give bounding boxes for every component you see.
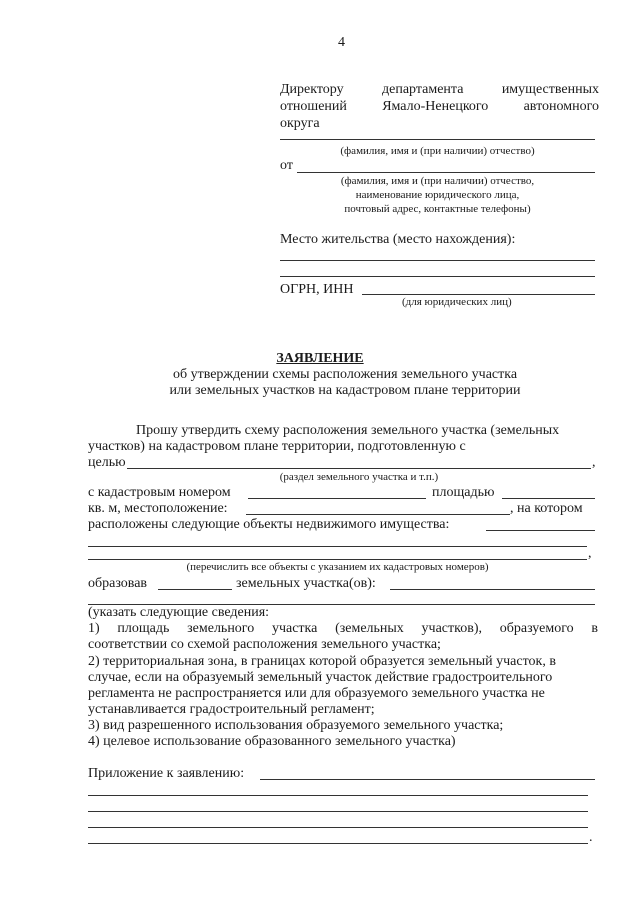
title-subtitle-2: или земельных участков на кадастровом плане территории — [169, 383, 521, 398]
residence-label: Место жительства (место нахождения): — [280, 232, 516, 247]
attachment-field-line-1[interactable] — [260, 779, 595, 780]
attachment-label: Приложение к заявлению: — [88, 766, 245, 781]
info-intro: (указать следующие сведения: — [88, 605, 270, 620]
fio-hint: (фамилия, имя и (при наличии) отчество) — [340, 145, 535, 157]
objects-field-line-1[interactable] — [486, 530, 595, 531]
period: . — [589, 830, 593, 845]
residence-line-2[interactable] — [280, 276, 595, 277]
attachment-field-line-5[interactable] — [88, 843, 588, 844]
item-word: земельного — [187, 621, 255, 636]
item-2-line-4: устанавливается градостроительный регламент; — [88, 702, 375, 717]
area-field-line[interactable] — [502, 498, 595, 499]
addressee-word: отношений — [280, 99, 347, 114]
item-word: участка — [271, 621, 318, 636]
objects-field-line-3[interactable] — [88, 559, 587, 560]
from-label: от — [280, 158, 293, 173]
purpose-hint: (раздел земельного участка и т.п.) — [279, 471, 439, 483]
addressee-line-1 — [280, 81, 599, 99]
attachment-field-line-2[interactable] — [88, 795, 588, 796]
ogrn-label: ОГРН, ИНН — [280, 282, 354, 297]
title-subtitle-1: об утверждении схемы расположения земельного участка — [172, 367, 518, 382]
addressee-line-3: округа — [280, 116, 320, 131]
parcels-field-line-1[interactable] — [390, 589, 595, 590]
location-label: кв. м, местоположение: — [88, 501, 228, 516]
item-word: 1) — [88, 621, 100, 636]
attachment-field-line-3[interactable] — [88, 811, 588, 812]
forming-count-line[interactable] — [158, 589, 232, 590]
area-label: площадью — [432, 485, 495, 500]
cadastral-label: с кадастровым номером — [88, 485, 231, 500]
on-which-label: , на котором — [510, 501, 583, 516]
p1-line-2: участков) на кадастровом плане территории, подготовленную с — [88, 439, 466, 454]
item-1-line-2: соответствии со схемой расположения земельного участка; — [88, 637, 441, 652]
item-2-line-2: случае, если на образуемый земельный участок действие градостроительного — [88, 670, 553, 685]
residence-line-1[interactable] — [280, 260, 595, 261]
addressee-word: имущественных — [501, 82, 599, 97]
purpose-field-line[interactable] — [127, 468, 591, 469]
item-word: образуемого — [499, 621, 574, 636]
item-word: участков), — [421, 621, 482, 636]
objects-hint: (перечислить все объекты с указанием их кадастровых номеров) — [186, 561, 489, 573]
item-word: площадь — [117, 621, 170, 636]
addressee-line-2 — [280, 98, 599, 116]
item-2-line-1: 2) территориальная зона, в границах которой образуется земельный участок, в — [88, 654, 556, 669]
attachment-field-line-4[interactable] — [88, 827, 588, 828]
document-title: ЗАЯВЛЕНИЕ — [276, 351, 364, 366]
item-word: в — [591, 621, 598, 636]
item-word: (земельных — [335, 621, 404, 636]
location-field-line[interactable] — [246, 514, 510, 515]
from-hint-1: (фамилия, имя и (при наличии) отчество, — [340, 175, 535, 187]
addressee-word: Ямало-Ненецкого — [382, 99, 489, 114]
purpose-label: целью — [88, 455, 126, 470]
parcels-label: земельных участка(ов): — [236, 576, 376, 591]
from-hint-3: почтовый адрес, контактные телефоны) — [344, 203, 531, 215]
forming-label: образовав — [88, 576, 148, 591]
objects-label: расположены следующие объекты недвижимого имущества: — [88, 517, 450, 532]
item-4: 4) целевое использование образованного земельного участка) — [88, 734, 456, 749]
from-hint-2: наименование юридического лица, — [355, 189, 520, 201]
item-2-line-3: регламента не распространяется или для образуемого земельного участка не — [88, 686, 545, 701]
item-3: 3) вид разрешенного использования образуемого земельного участка; — [88, 718, 504, 733]
ogrn-hint: (для юридических лиц) — [402, 296, 512, 308]
comma: , — [592, 455, 596, 470]
addressee-word: Директору — [280, 82, 344, 97]
p1-line-1: Прошу утвердить схему расположения земельного участка (земельных — [136, 423, 560, 438]
from-field-line[interactable] — [297, 172, 595, 173]
addressee-word: автономного — [523, 99, 599, 114]
ogrn-field-line[interactable] — [362, 294, 595, 295]
fio-field-line[interactable] — [280, 139, 595, 140]
page-number: 4 — [338, 35, 345, 50]
cadastral-field-line[interactable] — [248, 498, 426, 499]
addressee-word: департамента — [382, 82, 464, 97]
comma: , — [588, 546, 592, 561]
objects-field-line-2[interactable] — [88, 546, 587, 547]
